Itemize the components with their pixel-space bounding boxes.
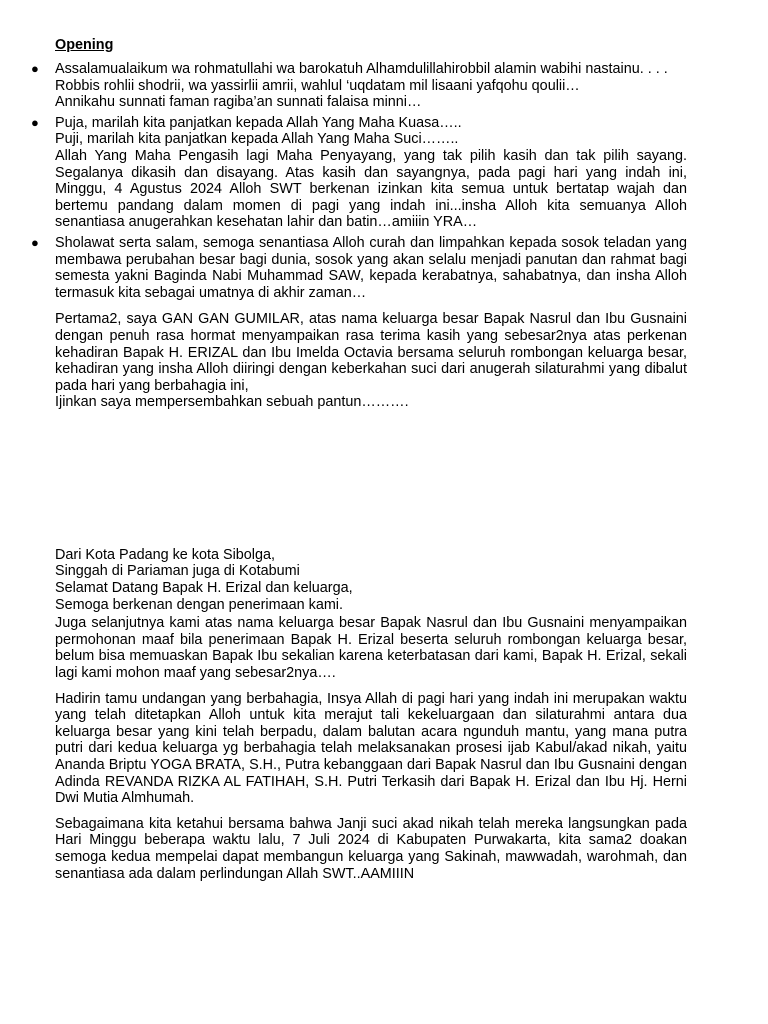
paragraph-hadirin: Hadirin tamu undangan yang berbahagia, Insya Allah di pagi hari yang indah ini merupakan waktu yang telah ditetapkan Alloh untuk kita merajut tali kekeluargaan dan silaturahmi antara dua keluarga besar yang kini telah berpadu, dalam balutan acara ngunduh mantu, yang mana putra putri dari kedua keluarga yg berbahagia telah melaksanakan prosesi ijab Kabul/akad nikah, yaitu Ananda Briptu YOGA BRATA, S.H., Putra kebanggaan dari Bapak Nasrul dan Ibu Gusnaini dengan Adinda REVANDA RIZKA AL FATIHAH, S.H. Putri Terkasih dari Bapak H. Erizal dan Ibu Hj. Herni Dwi Mutia Almhumah. — [55, 690, 687, 807]
paragraph-sebagaimana: Sebagaimana kita ketahui bersama bahwa Janji suci akad nikah telah mereka langsungkan pada Hari Minggu beberapa waktu lalu, 7 Juli 2024 di Kabupaten Purwakarta, kita sama2 doakan semoga kedua mempelai dapat membangun keluarga yang Sakinah, mawwadah, warohmah, dan senantiasa ada dalam perlindungan Allah SWT..AAMIIIN — [55, 815, 687, 882]
opening-bullet-list — [31, 61, 687, 301]
bullet-line: Puji, marilah kita panjatkan kepada Allah Yang Maha Suci…….. — [55, 131, 459, 148]
bullet-item-puja — [31, 114, 687, 231]
bullet-icon: ● — [31, 114, 39, 130]
bullet-line: Sholawat serta salam, semoga senantiasa Alloh curah dan limpahkan kepada sosok teladan yang membawa perubahan besar bagi dunia, sosok yang akan selalu menjadi panutan dan rahmat bagi semesta yakni Baginda Nabi Muhammad SAW, kepada kerabatnya, sahabatnya, dan insha Alloh termasuk kita sebagai umatnya di akhir zaman… — [55, 234, 687, 301]
bullet-icon: ● — [31, 234, 39, 250]
bullet-item-salam — [31, 61, 687, 111]
paragraph-pertama: Pertama2, saya GAN GAN GUMILAR, atas nama keluarga besar Bapak Nasrul dan Ibu Gusnaini dengan penuh rasa hormat menyampaikan rasa terima kasih yang sebesar2nya atas perkenan kehadiran Bapak H. ERIZAL dan Ibu Imelda Octavia bersama seluruh rombongan keluarga besar, kehadiran yang insha Alloh diiringi dengan keberkahan suci dari anugerah silaturahmi yang dibalut pada hari yang berbahagia ini, — [55, 311, 687, 394]
opening-heading: Opening — [55, 37, 114, 53]
bullet-line: Puja, marilah kita panjatkan kepada Allah Yang Maha Kuasa….. — [55, 114, 462, 131]
bullet-line: Assalamualaikum wa rohmatullahi wa barokatuh Alhamdulillahirobbil alamin wabihi nastainu. . . . — [55, 61, 668, 77]
pantun-block — [55, 547, 687, 613]
pantun-line: Dari Kota Padang ke kota Sibolga, — [55, 546, 275, 563]
pantun-line: Singgah di Pariaman juga di Kotabumi — [55, 563, 300, 580]
bullet-line: Robbis rohlii shodrii, wa yassirlii amrii, wahlul ‘uqdatam mil lisaani yafqohu qoulii… — [55, 77, 580, 94]
bullet-line: Annikahu sunnati faman ragiba’an sunnati falaisa minni… — [55, 94, 422, 111]
pantun-line: Selamat Datang Bapak H. Erizal dan keluarga, — [55, 580, 353, 597]
bullet-line: Allah Yang Maha Pengasih lagi Maha Penyayang, yang tak pilih kasih dan tak pilih sayang. Segalanya dikasih dan disayang. Atas kasih dan sayangnya, pada pagi hari yang indah ini, Minggu, 4 Agustus 2024 Alloh SWT berkenan izinkan kita semua untuk bertatap wajah dan bertemu pandang dalam momen di pagi yang indah ini...insha Alloh kita semuanya Alloh senantiasa anugerahkan kesehatan lahir dan batin…amiiin YRA… — [55, 147, 687, 231]
document-page — [31, 37, 687, 882]
pantun-line: Semoga berkenan dengan penerimaan kami. — [55, 596, 344, 613]
paragraph-maaf: Juga selanjutnya kami atas nama keluarga besar Bapak Nasrul dan Ibu Gusnaini menyampaikan permohonan maaf bila penerimaan Bapak H. Erizal beserta seluruh rombongan keluarga besar, belum bisa memuaskan Bapak Ibu sekalian karena keterbatasan dari kami, Bapak H. Erizal, sekali lagi kami mohon maaf yang sebesar2nya…. — [55, 615, 687, 682]
bullet-icon: ● — [31, 61, 39, 76]
paragraph-pantun-intro: Ijinkan saya mempersembahkan sebuah pantun………. — [55, 394, 409, 411]
bullet-item-sholawat — [31, 234, 687, 301]
